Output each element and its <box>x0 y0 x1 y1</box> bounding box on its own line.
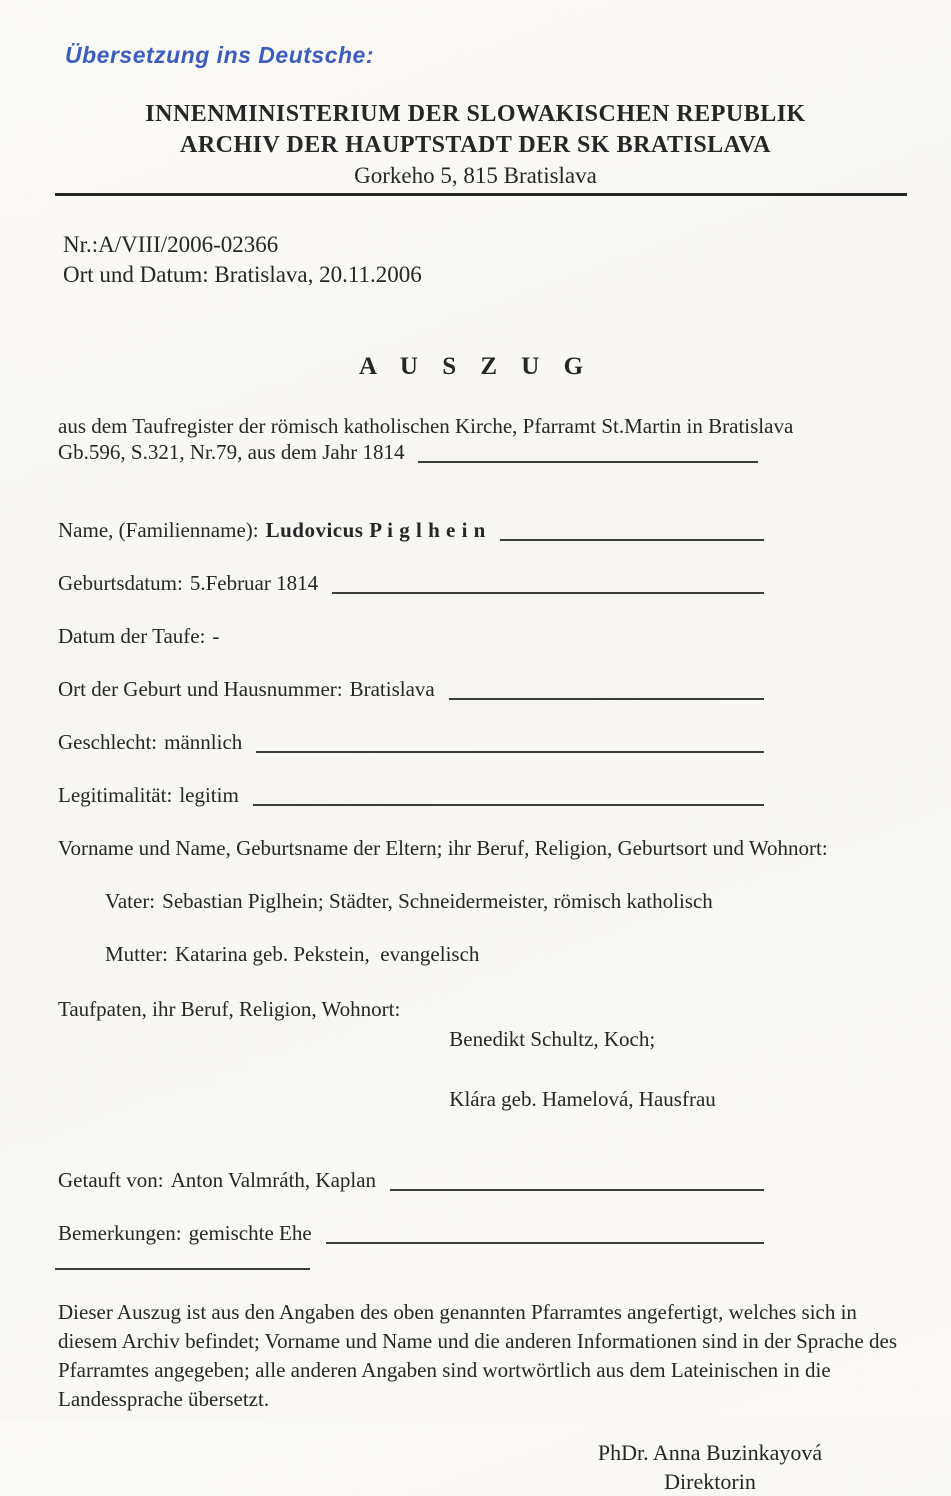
blank-line <box>500 539 764 541</box>
field-label: Mutter: <box>105 942 168 966</box>
blank-line <box>390 1189 764 1191</box>
field-value <box>407 994 715 1144</box>
letterhead-address: Gorkeho 5, 815 Bratislava <box>354 163 597 188</box>
field-label: Datum der Taufe: <box>58 624 206 648</box>
closing-line: diesem Archiv befindet; Vorname und Name und die anderen Informationen sind in der Sprache des <box>58 1329 897 1353</box>
parents-heading-text: Vorname und Name, Geburtsname der Eltern; ihr Beruf, Religion, Geburtsort und Wohnort: <box>58 836 828 860</box>
signature-block <box>570 1438 850 1496</box>
letterhead-ministry: INNENMINISTERIUM DER SLOWAKISCHEN REPUBLIK <box>145 101 806 127</box>
field-value: 5.Februar 1814 <box>189 571 319 595</box>
field-value: männlich <box>164 730 243 754</box>
field-label: Name, (Familienname): <box>58 518 259 542</box>
empty-remarks-line <box>55 1268 310 1270</box>
document-title: A U S Z U G <box>358 353 593 380</box>
field-label: Ort der Geburt und Hausnummer: <box>58 677 343 701</box>
closing-paragraph <box>58 1298 918 1414</box>
blank-line <box>256 751 764 753</box>
field-label: Geburtsdatum: <box>58 571 183 595</box>
closing-line: Pfarramtes angegeben; alle anderen Angaben sind wortwörtlich aus dem Lateinischen in die <box>58 1358 831 1382</box>
field-label: Taufpaten, ihr Beruf, Religion, Wohnort: <box>58 997 401 1021</box>
field-remarks <box>58 1220 764 1246</box>
field-label: Geschlecht: <box>58 730 158 754</box>
intro-line2: Gb.596, S.321, Nr.79, aus dem Jahr 1814 <box>58 440 405 464</box>
field-father <box>105 888 951 914</box>
blank-line <box>418 461 758 463</box>
field-mother <box>105 941 951 967</box>
parents-heading <box>58 835 918 861</box>
reference-block <box>63 230 951 290</box>
field-value: - <box>212 624 220 648</box>
reference-place-date: Ort und Datum: Bratislava, 20.11.2006 <box>63 262 422 287</box>
closing-line: Dieser Auszug ist aus den Angaben des oben genannten Pfarramtes angefertigt, welches sich in <box>58 1300 857 1324</box>
field-label: Legitimalität: <box>58 783 173 807</box>
field-birth-place <box>58 676 764 702</box>
blank-line <box>449 698 764 700</box>
field-value: Sebastian Piglhein; Städter, Schneidermeister, römisch katholisch <box>162 889 713 913</box>
reference-number: Nr.:A/VIII/2006-02366 <box>63 232 279 257</box>
closing-line: Landessprache übersetzt. <box>58 1387 270 1411</box>
godparent-2: Klára geb. Hamelová, Hausfrau <box>449 1087 716 1111</box>
field-value: legitim <box>179 783 239 807</box>
field-legitimacy <box>58 782 764 808</box>
field-baptism-date <box>58 623 918 649</box>
blank-line <box>253 804 764 806</box>
letterhead-divider <box>55 193 907 196</box>
field-label: Getauft von: <box>58 1168 164 1192</box>
translation-note: Übersetzung ins Deutsche: <box>65 42 374 68</box>
signatory-name: PhDr. Anna Buzinkayová <box>597 1440 823 1465</box>
fields-section <box>58 517 951 1246</box>
blank-line <box>326 1242 764 1244</box>
field-value: Anton Valmráth, Kaplan <box>170 1168 377 1192</box>
field-birth-date <box>58 570 764 596</box>
field-value: Katarina geb. Pekstein, evangelisch <box>175 942 480 966</box>
field-label: Vater: <box>105 889 156 913</box>
document-page <box>0 42 951 1494</box>
signatory-title: Direktorin <box>664 1469 756 1494</box>
field-label: Bemerkungen: <box>58 1221 182 1245</box>
intro-line1: aus dem Taufregister der römisch katholischen Kirche, Pfarramt St.Martin in Bratislava <box>58 414 794 438</box>
field-value: Ludovicus P i g l h e i n <box>265 518 486 542</box>
field-baptized-by <box>58 1167 764 1193</box>
field-name <box>58 517 764 543</box>
letterhead-archive: ARCHIV DER HAUPTSTADT DER SK BRATISLAVA <box>180 132 771 158</box>
godparent-1: Benedikt Schultz, Koch; <box>449 1027 656 1051</box>
field-value: Bratislava <box>349 677 435 701</box>
field-godparents <box>58 994 918 1144</box>
intro-paragraph <box>58 413 858 465</box>
field-value: gemischte Ehe <box>188 1221 312 1245</box>
letterhead <box>0 99 951 191</box>
field-sex <box>58 729 764 755</box>
blank-line <box>332 592 764 594</box>
